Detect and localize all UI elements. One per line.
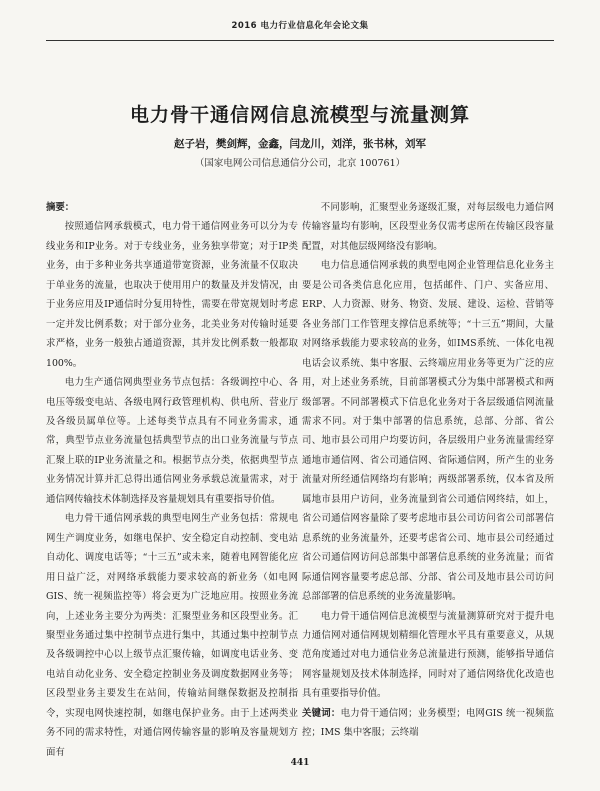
author-list: 赵子岩，樊剑辉，金鑫，闫龙川，刘洋，张书林，刘军: [174, 138, 426, 150]
affiliation: （国家电网公司信息通信分公司，北京 100761）: [194, 158, 406, 169]
abstract-paragraph: 按照通信网承载模式，电力骨干通信网业务可以分为专线业务和IP业务。对于专线业务，业务独享带宽；对于IP类业务，由于多种业务共享通道带宽资源，业务流量不仅取决于单业务的流量，也取决于使用用户的数量及并发情况，由于业务应用及IP通信时分复用特性，需要在带宽规划时考虑一定并发比例系数；对于部分业务，北美业务对传输时延要求严格，业务一般独占通道资源，其并发比例系数一般都取100%。: [46, 221, 298, 369]
right-column: [302, 198, 554, 750]
keywords-label: 关键词：: [302, 707, 341, 719]
abstract-label: 摘要：: [46, 202, 75, 213]
paper-title: 电力骨干通信网信息流模型与流量测算: [129, 104, 470, 126]
header-rule: [46, 40, 554, 41]
body-paragraph: 电力信息通信网承载的典型电网企业管理信息化业务主要是公司各类信息化应用，包括邮件、门户、实备应用、ERP、人力资源、财务、物资、发展、建设、运检、营销等各业务部门工作管理支撑信息系统等；“十三五”期间，大量对网络承载能力要求较高的业务，如IMS系统、一体化电视电话会议系统、集中客服、云终端应用业务等更为广泛的应用，对上述业务系统，目前部署模式分为集中部署模式和两级部署。不同部署模式下信息化业务对于各层级通信网流量需求不同。对于集中部署的信息系统，总部、分部、省公司、地市县公司用户均要访问，各层级用户业务流量需经穿通地市通信网、省公司通信网、省际通信网，所产生的业务流量对所经通信网络均有影响；两级部署系统，仅本省及所属地市县用户访问，业务流量到省公司通信网终结，如上，省公司通信网容量除了要考虑地市县公司访问省公司部署信息系统的业务流量外，还要考虑省公司、地市县公司经通过省公司通信网访问总部集中部署信息系统的业务流量；而省际通信网容量要考虑总部、分部、省公司及地市县公司访问总部部署的信息系统的业务流量影响。: [302, 260, 554, 603]
page-number: 441: [290, 758, 310, 768]
body-paragraph: 不同影响，汇聚型业务逐级汇聚，对每层级电力通信网传输容量均有影响，区段型业务仅需考虑所在传输区段容量配置，对其他层级网络没有影响。: [302, 202, 554, 252]
running-head: 2016 电力行业信息化年会论文集: [231, 21, 369, 31]
abstract-paragraph: 电力生产通信网典型业务节点包括：各级调控中心、各电压等级变电站、各级电网行政管理机构、供电所、营业厅及各级员属单位等。上述每类节点具有不同业务需求，通常，典型节点业务流量包括典型节点的出口业务流量与节点汇聚上联的IP业务流量之和。根据节点分类，依据典型节点业务情况计算并汇总得出通信网业务承载总流量需求，对于通信网传输技术体制选择及容量规划具有重要指导价值。: [46, 377, 298, 505]
left-column: [46, 198, 298, 758]
body-paragraph: 电力骨干通信网信息流模型与流量测算研究对于提升电力通信网对通信网规划精细化管理水平具有重要意义，从规范角度通过对电力通信业务总流量进行预测，能够指导通信网容量规划及技术体制选择，同时对了通信网络优化改造也具有重要指导价值。: [302, 610, 554, 700]
keywords: [302, 704, 554, 743]
keywords-text: 电力骨干通信网；业务模型；电网GIS 统一视频监控；IMS 集中客服；云终端: [302, 707, 554, 739]
abstract-paragraph: 电力骨干通信网承载的典型电网生产业务包括：常规电网生产调度业务，如继电保护、安全稳定自动控制、变电站自动化、调度电话等；“十三五”或未来，随着电网智能化应用日益广泛，对网络承载能力要求较高的新业务（如电网GIS、统一视频监控等）将会更为广泛地应用。按照业务流向，上述业务主要分为两类：汇聚型业务和区段型业务。汇聚型业务通过集中控制节点进行集中，其通过集中控制节点及各级调控中心以上级节点汇聚传输，如调度电话业务、变电站自动化业务、安全稳定控制业务及调度数据网业务等；区段型业务主要发生在站间，传输站间继保数据及控制指令，实现电网快速控制，如继电保护业务。由于上述两类业务不同的需求特性，对通信网传输容量的影响及容量规划方面有: [46, 513, 298, 758]
